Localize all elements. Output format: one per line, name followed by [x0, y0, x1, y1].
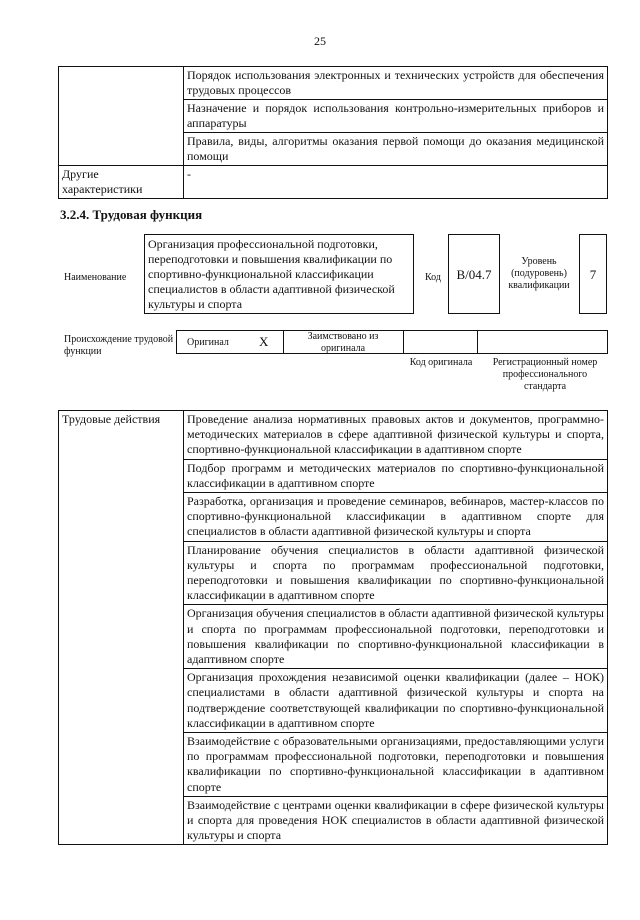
name-label: Наименование [64, 272, 127, 283]
table-row [59, 67, 608, 100]
labor-actions-table [58, 410, 608, 845]
original-mark: X [259, 334, 269, 349]
section-title: 3.2.4. Трудовая функция [60, 207, 203, 222]
level-value: 7 [579, 234, 607, 314]
other-characteristics-label: Другие характеристики [59, 166, 184, 199]
borrowed-label: Заимствовано из оригинала [307, 331, 379, 354]
table-cell: Правила, виды, алгоритмы оказания первой помощи до оказания медицинской помощи [184, 133, 608, 166]
code-label: Код [425, 272, 441, 283]
function-name: Организация профессиональной подготовки, переподготовки и повышения квалификации по спортивно-функциональной классификации специалистов в области адаптивной физической культуры и спорта [144, 234, 414, 314]
table-cell: Взаимодействие с центрами оценки квалификации в сфере физической культуры и спорта для проведения НОК специалистов в области адаптивной физической культуры и спорта [184, 796, 608, 845]
code-original-caption: Код оригинала [409, 357, 473, 368]
knowledge-table [58, 66, 608, 199]
table-cell: Планирование обучения специалистов в области адаптивной физической культуры и спорта по программам профессиональной подготовки, переподготовки и повышения квалификации по спортивно-функциональной классификации в адаптивном спорте [184, 541, 608, 605]
table-cell: Назначение и порядок использования контрольно-измерительных приборов и аппаратуры [184, 100, 608, 133]
divider [283, 331, 284, 353]
code-value: B/04.7 [448, 234, 500, 314]
table-cell: Порядок использования электронных и технических устройств для обеспечения трудовых процессов [184, 67, 608, 100]
table-row [59, 166, 608, 199]
origin-row [176, 330, 608, 354]
table-cell: Разработка, организация и проведение семинаров, вебинаров, мастер-классов по спортивно-функциональной классификации в адаптивном спорте для специалистов в области адаптивной физической культуры и спорта [184, 493, 608, 542]
origin-label: Происхождение трудовой функции [64, 334, 174, 357]
labor-actions-label: Трудовые действия [59, 411, 184, 845]
other-characteristics-value: - [184, 166, 608, 199]
original-label: Оригинал [187, 337, 229, 348]
table-cell: Взаимодействие с образовательными организациями, предоставляющими услуги по программам профессиональной подготовки, переподготовки и повышения квалификации по спортивно-функциональной классификации в адаптивном спорте [184, 733, 608, 797]
page-number: 25 [314, 34, 326, 48]
table-cell: Организация прохождения независимой оценки квалификации (далее – НОК) специалистами в области адаптивной физической культуры и спорта на подтверждение соответствующей квалификации по спортивно-функциональной классификации в адаптивном спорте [184, 669, 608, 733]
divider [477, 331, 478, 353]
table-row [59, 411, 608, 460]
table-cell-empty [59, 67, 184, 166]
table-cell: Организация обучения специалистов в области адаптивной физической культуры и спорта по программам профессиональной подготовки, переподготовки и повышения квалификации по спортивно-функциональной классификации в адаптивном спорте [184, 605, 608, 669]
table-cell: Подбор программ и методических материалов по спортивно-функциональной классификации в адаптивном спорте [184, 459, 608, 492]
table-cell: Проведение анализа нормативных правовых актов и документов, программно-методических материалов в сфере адаптивной физической культуры и спорта, спортивно-функциональной классификации в адаптивном спорте [184, 411, 608, 460]
level-label: Уровень (подуровень) квалификации [508, 256, 570, 291]
reg-number-caption: Регистрационный номер профессионального стандарта [492, 357, 598, 392]
divider [403, 331, 404, 353]
